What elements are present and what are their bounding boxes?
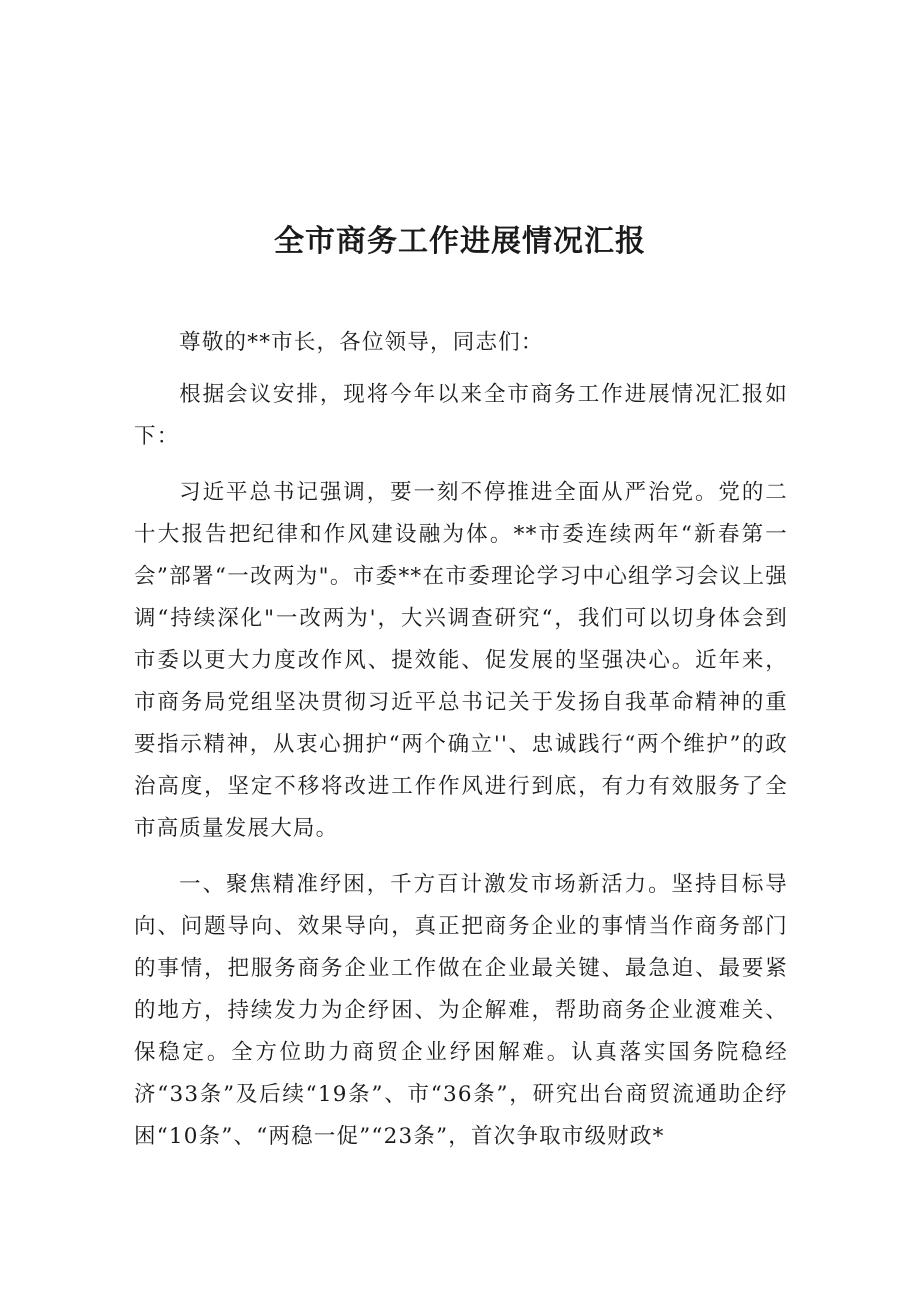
section-one-paragraph: 一、聚焦精准纾困，千方百计激发市场新活力。坚持目标导向、问题导向、效果导向，真正把商务企业的事情当作商务部门的事情，把服务商务企业工作做在企业最关键、最急迫、最要紧的地方，持续发力为企纾困、为企解难，帮助商务企业渡难关、保稳定。全方位助力商贸企业纾困解难。认真落实国务院稳经济“33条”及后续“19条”、市“36条”，研究出台商贸流通助企纾困“10条”、“两稳一促”“23条”，首次争取市级财政* [134, 872, 788, 1149]
document-title: 全市商务工作进展情况汇报 [274, 224, 646, 259]
document-body [134, 322, 788, 1172]
greeting-paragraph: 尊敬的**市长，各位领导，同志们： [179, 330, 544, 355]
intro-paragraph: 根据会议安排，现将今年以来全市商务工作进展情况汇报如下： [134, 382, 788, 449]
background-paragraph: 习近平总书记强调，要一刻不停推进全面从严治党。党的二十大报告把纪律和作风建设融为体。**市委连续两年“新春第一会”部署“一改两为"。市委**在市委理论学习中心组学习会议上强调“持续深化"一改两为'，大兴调查研究“，我们可以切身体会到市委以更大力度改作风、提效能、促发展的坚强决心。近年来，市商务局党组坚决贯彻习近平总书记关于发扬自我革命精神的重要指示精神，从衷心拥护“两个确立''、忠诚践行“两个维护”的政治高度，坚定不移将改进工作作风进行到底，有力有效服务了全市高质量发展大局。 [134, 480, 788, 841]
